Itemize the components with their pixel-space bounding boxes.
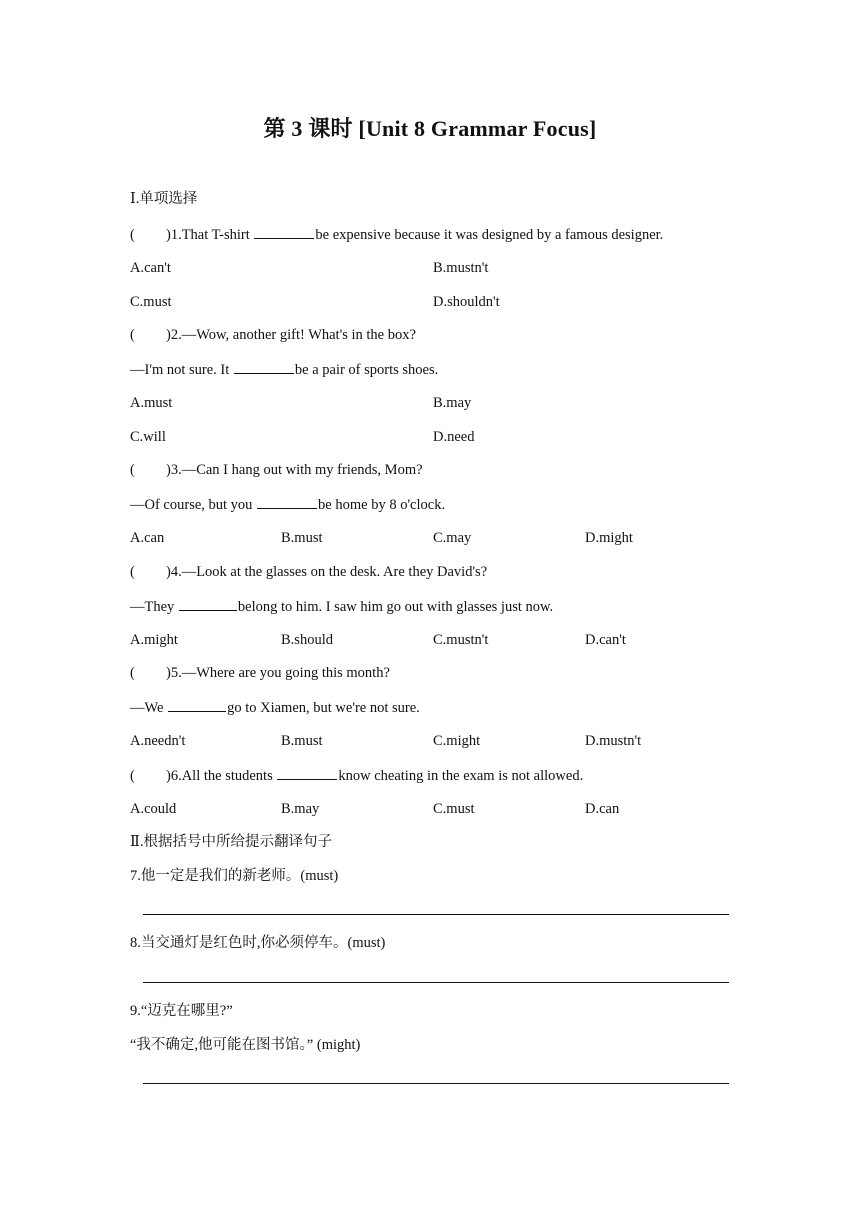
question-5-stem: )5.—Where are you going this month?: [166, 665, 390, 681]
question-4-reply-end: belong to him. I saw him go out with glasses just now.: [237, 599, 554, 615]
answer-paren: (: [130, 327, 135, 343]
question-3-reply-end: be home by 8 o'clock.: [318, 497, 446, 513]
answer-blank[interactable]: [277, 766, 337, 780]
question-5-line-2: [130, 698, 420, 717]
option-a[interactable]: A.can: [130, 530, 165, 546]
option-d[interactable]: D.mustn't: [585, 733, 642, 749]
question-6: [130, 766, 583, 785]
answer-blank[interactable]: [254, 225, 314, 239]
question-2-stem: )2.—Wow, another gift! What's in the box?: [166, 327, 416, 343]
answer-blank[interactable]: [257, 495, 317, 509]
option-c[interactable]: C.mustn't: [433, 632, 489, 648]
question-4-line-2: [130, 597, 553, 616]
question-1-stem: )1.That T-shirt: [166, 227, 254, 243]
answer-paren: (: [130, 665, 135, 681]
question-8: 8.当交通灯是红色时,你必须停车。(must): [130, 935, 386, 951]
option-c[interactable]: C.must: [130, 294, 172, 310]
option-c[interactable]: C.might: [433, 733, 481, 749]
answer-blank[interactable]: [179, 597, 237, 611]
option-a[interactable]: A.could: [130, 801, 177, 817]
section-2-heading: Ⅱ.根据括号中所给提示翻译句子: [130, 834, 332, 850]
question-1-stem-end: be expensive because it was designed by a famous designer.: [315, 227, 664, 243]
question-4: [130, 563, 487, 581]
answer-paren: (: [130, 564, 135, 580]
question-5-reply: —We: [130, 700, 168, 716]
option-d[interactable]: D.can: [585, 801, 620, 817]
option-a[interactable]: A.can't: [130, 260, 171, 276]
option-a[interactable]: A.might: [130, 632, 178, 648]
option-d[interactable]: D.might: [585, 530, 633, 546]
question-7: 7.他一定是我们的新老师。(must): [130, 868, 339, 884]
question-2: [130, 326, 416, 344]
option-c[interactable]: C.must: [433, 801, 475, 817]
question-4-stem: )4.—Look at the glasses on the desk. Are they David's?: [166, 564, 488, 580]
question-3-reply: —Of course, but you: [130, 497, 257, 513]
answer-line-8[interactable]: [143, 982, 729, 983]
answer-line-7[interactable]: [143, 914, 729, 915]
option-b[interactable]: B.must: [281, 733, 323, 749]
question-6-stem: )6.All the students: [166, 768, 277, 784]
question-3-stem: )3.—Can I hang out with my friends, Mom?: [166, 462, 423, 478]
page-title: 第 3 课时 [Unit 8 Grammar Focus]: [263, 116, 597, 141]
option-a[interactable]: A.needn't: [130, 733, 186, 749]
question-6-stem-end: know cheating in the exam is not allowed.: [338, 768, 584, 784]
option-a[interactable]: A.must: [130, 395, 173, 411]
option-b[interactable]: B.should: [281, 632, 333, 648]
question-9-line-1: 9.“迈克在哪里?”: [130, 1003, 233, 1019]
option-d[interactable]: D.can't: [585, 632, 626, 648]
option-b[interactable]: B.may: [433, 395, 472, 411]
answer-paren: (: [130, 768, 135, 784]
option-c[interactable]: C.will: [130, 429, 166, 445]
question-3-line-2: [130, 495, 445, 514]
question-2-reply-end: be a pair of sports shoes.: [294, 362, 439, 378]
answer-blank[interactable]: [234, 360, 294, 374]
question-5-reply-end: go to Xiamen, but we're not sure.: [227, 700, 420, 716]
option-b[interactable]: B.may: [281, 801, 320, 817]
answer-blank[interactable]: [168, 698, 226, 712]
option-d[interactable]: D.need: [433, 429, 475, 445]
question-2-reply: —I'm not sure. It: [130, 362, 233, 378]
answer-line-9[interactable]: [143, 1083, 729, 1084]
question-9-line-2: “我不确定,他可能在图书馆。” (might): [130, 1037, 361, 1053]
option-b[interactable]: B.mustn't: [433, 260, 489, 276]
answer-paren: (: [130, 462, 135, 478]
option-d[interactable]: D.shouldn't: [433, 294, 500, 310]
question-5: [130, 664, 390, 682]
answer-paren: (: [130, 227, 135, 243]
section-1-heading: Ⅰ.单项选择: [130, 191, 198, 207]
question-1: [130, 225, 663, 244]
question-2-line-2: [130, 360, 438, 379]
question-4-reply: —They: [130, 599, 178, 615]
question-3: [130, 461, 423, 479]
option-c[interactable]: C.may: [433, 530, 472, 546]
option-b[interactable]: B.must: [281, 530, 323, 546]
